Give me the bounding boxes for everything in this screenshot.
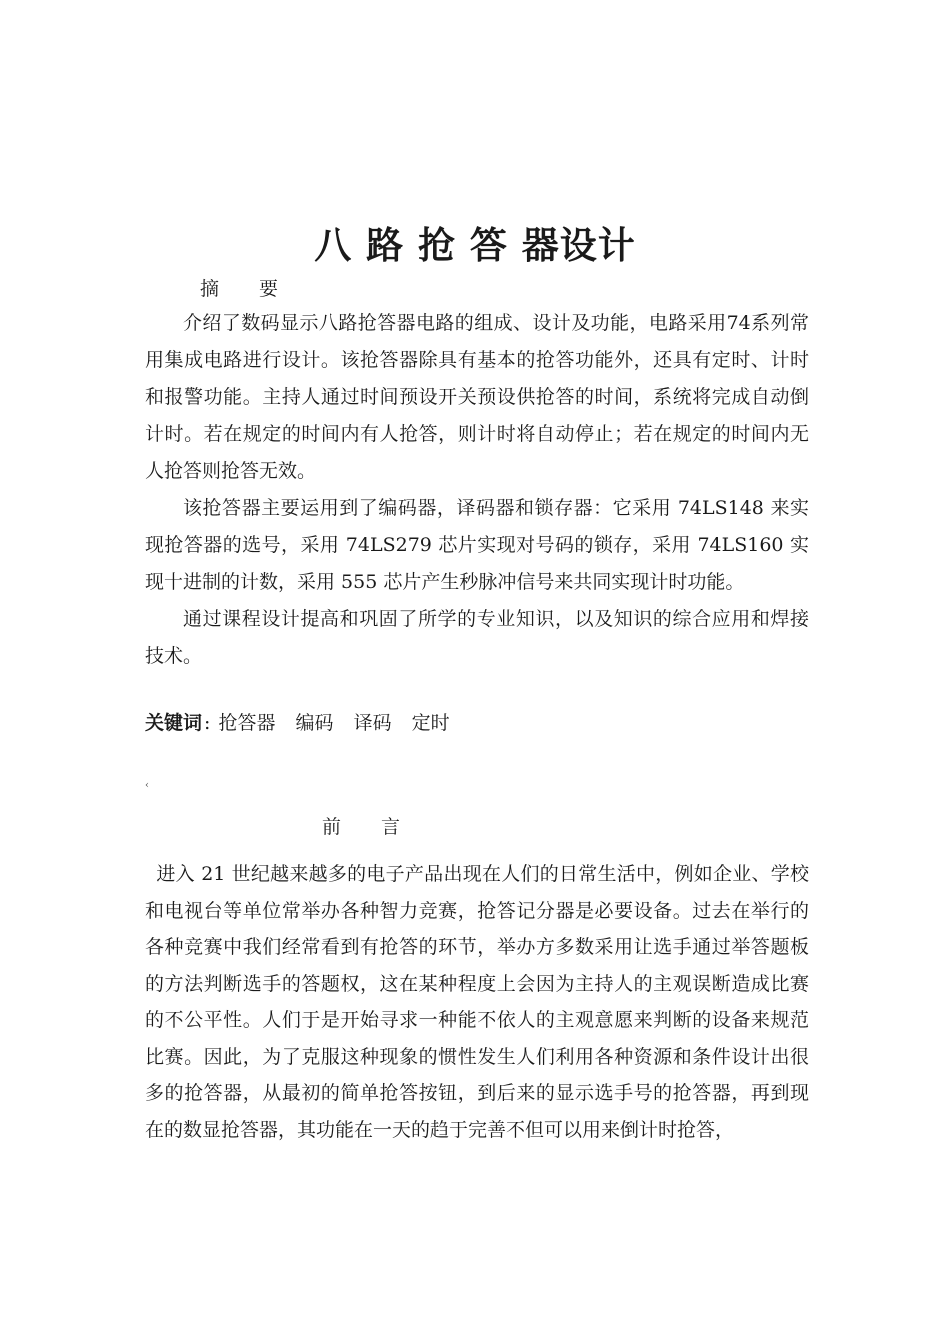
keywords-separator: : xyxy=(204,712,211,734)
keyword-item: 定时 xyxy=(411,712,450,734)
keyword-item: 抢答器 xyxy=(218,712,276,734)
abstract-paragraph-2: 该抢答器主要运用到了编码器，译码器和锁存器：它采用 74LS148 来实现抢答器的选号，采用 74LS279 芯片实现对号码的锁存，采用 74LS160 实现十进制的计数，采用 555 芯片产生秒脉冲信号来共同实现计时功能。 xyxy=(145,497,809,593)
abstract-paragraph-3: 通过课程设计提高和巩固了所学的专业知识，以及知识的综合应用和焊接技术。 xyxy=(145,608,809,667)
preface-paragraph: 进入 21 世纪越来越多的电子产品出现在人们的日常生活中，例如企业、学校和电视台等单位常举办各种智力竞赛，抢答记分器是必要设备。过去在举行的各种竞赛中我们经常看到有抢答的环节，举办方多数采用让选手通过举答题板的方法判断选手的答题权，这在某种程度上会因为主持人的主观误断造成比赛的不公平性。人们于是开始寻求一种能不依人的主观意愿来判断的设备来规范比赛。因此，为了克服这种现象的惯性发生人们利用各种资源和条件设计出很多的抢答器，从最初的简单抢答按钮，到后来的显示选手号的抢答器，再到现在的数显抢答器，其功能在一天的趋于完善不但可以用来倒计时抢答， xyxy=(145,863,809,1141)
keywords-label: 关键词 xyxy=(145,712,203,734)
abstract-paragraph-1: 介绍了数码显示八路抢答器电路的组成、设计及功能，电路采用74系列常用集成电路进行设计。该抢答器除具有基本的抢答功能外，还具有定时、计时和报警功能。主持人通过时间预设开关预设供抢答的时间，系统将完成自动倒计时。若在规定的时间内有人抢答，则计时将自动停止；若在规定的时间内无人抢答则抢答无效。 xyxy=(145,312,809,482)
keywords-line xyxy=(145,708,464,738)
stray-mark: ‹ xyxy=(145,780,149,791)
preface-heading: 前 言 xyxy=(322,816,418,838)
keyword-item: 译码 xyxy=(353,712,392,734)
abstract-body xyxy=(145,305,809,675)
preface-body xyxy=(145,856,809,1148)
document-title: 八 路 抢 答 器设计 xyxy=(314,224,636,267)
keyword-item: 编码 xyxy=(295,712,334,734)
abstract-heading: 摘 要 xyxy=(200,278,296,300)
